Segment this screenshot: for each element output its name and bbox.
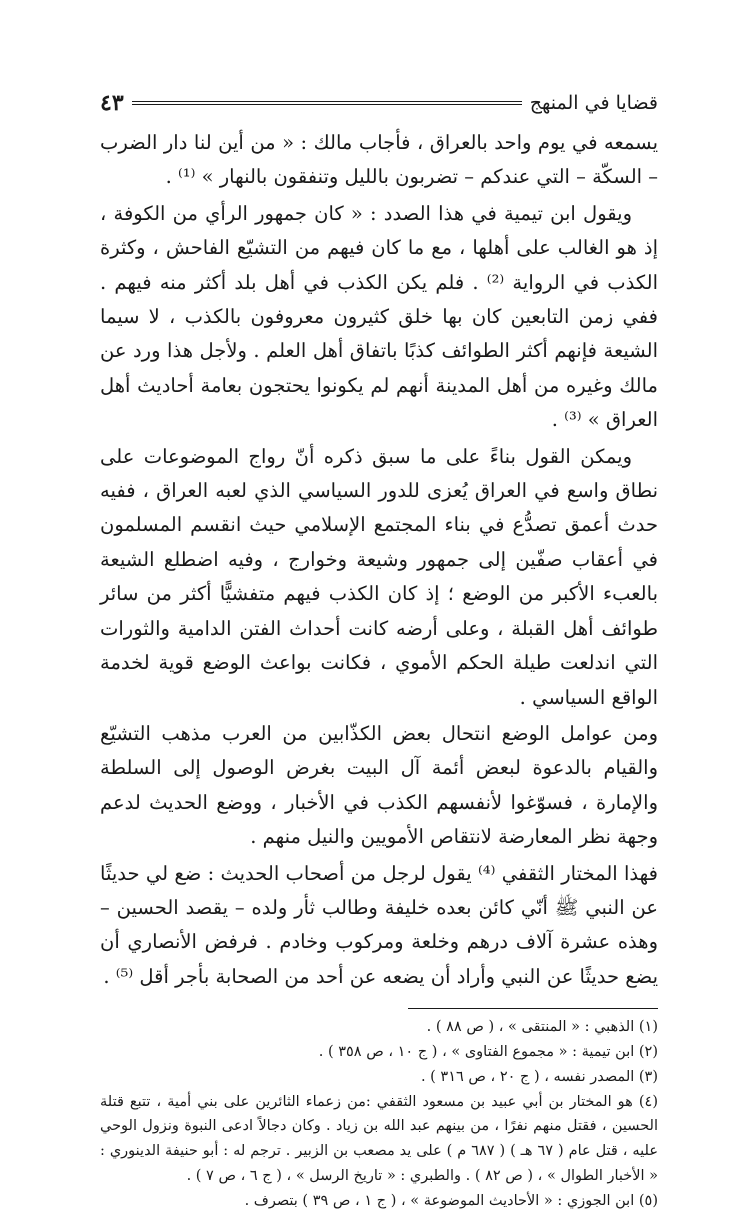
header-rule (132, 101, 522, 105)
running-header (100, 88, 658, 118)
footnotes (100, 1015, 658, 1213)
footnote: (٣) المصدر نفسه ، ( ج ٢٠ ، ص ٣١٦ ) . (420, 1068, 658, 1085)
footnote: (٢) ابن تيمية : « مجموع الفتاوى » ، ( ج ١٠ ، ص ٣٥٨ ) . (318, 1043, 658, 1060)
paragraph: يسمعه في يوم واحد بالعراق ، فأجاب مالك : « من أين لنا دار الضرب – السكّة – التي عندكم – تضربون بالليل وتنفقون بالنهار » ⁽¹⁾ . (100, 131, 658, 189)
paragraph: ومن عوامل الوضع انتحال بعض الكذّابين من العرب مذهب التشيّع والقيام بالدعوة لبعض أئمة آل البيت بغرض الوصول إلى السلطة والإمارة ، فسوّغوا لأنفسهم الكذب في الأخبار ، ووضع الحديث لدعم وجهة نظر المعارضة لانتقاص الأمويين والنيل منهم . (100, 721, 658, 849)
paragraph: فهذا المختار الثقفي ⁽⁴⁾ يقول لرجل من أصحاب الحديث : ضع لي حديثًا عن النبي ﷺ أنّي كائن بعده خليفة وطالب ثأر ولده – يقصد الحسين – وهذه عشرة آلاف درهم وخلعة ومركوب وخادم . فرفض الأنصاري أن يضع حديثًا عن النبي وأراد أن يضعه عن أحد من الصحابة بأجر أقل ⁽⁵⁾ . (100, 861, 658, 988)
paragraph: ويقول ابن تيمية في هذا الصدد : « كان جمهور الرأي من الكوفة ، إذ هو الغالب على أهلها ، مع ما كان فيهم من التشيّع الفاحش ، وكثرة الكذب في الرواية ⁽²⁾ . فلم يكن الكذب في أهل بلد أكثر منه فيهم . ففي زمن التابعين كان بها خلق كثيرون معروفون بالكذب ، لا سيما الشيعة فإنهم أكثر الطوائف كذبًا باتفاق أهل العلم . ولأجل هذا ورد عن مالك وغيره من أهل المدينة أنهم لم يكونوا يحتجون بعامة أحاديث أهل العراق » ⁽³⁾ . (100, 201, 659, 432)
footnote-separator (408, 1008, 658, 1009)
paragraph: ويمكن القول بناءً على ما سبق ذكره أنّ رواج الموضوعات على نطاق واسع في العراق يُعزى للدور السياسي الذي لعبه العراق ، ففيه حدث أعمق تصدُّع في بناء المجتمع الإسلامي حيث انقسم المسلمون في أعقاب صفّين إلى جمهور وشيعة وخوارج ، وفيه اضطلع الشيعة بالعبء الأكبر من الوضع ؛ إذ كان الكذب فيهم متفشيًّا أكثر من سائر طوائف أهل القبلة ، وعلى أرضه كانت أحداث الفتن الدامية والثورات التي اندلعت طيلة الحكم الأموي ، فكانت بواعث الوضع قوية لخدمة الواقع السياسي . (100, 444, 658, 709)
book-title: قضايا في المنهج (529, 92, 658, 114)
footnote: (٥) ابن الجوزي : « الأحاديث الموضوعة » ، ( ج ١ ، ص ٣٩ ) بتصرف . (244, 1192, 658, 1209)
footnote: (٤) هو المختار بن أبي عبيد بن مسعود الثقفي :من زعماء الثائرين على بني أمية ، تتبع قتلة الحسين ، فقتل منهم نفرًا ، من بينهم عبد الله بن زياد . وكان دجالاً ادعى النبوة ونزول الوحي عليه ، قتل عام ( ٦٧ هـ ) ( ٦٨٧ م ) على يد مصعب بن الزبير . ترجم له : أبو حنيفة الدينوري : « الأخبار الطوال » ، ( ص ٨٢ ) . والطبري : « تاريخ الرسل » ، ( ج ٦ ، ص ٧ ) . (100, 1093, 658, 1184)
page-number: ٤٣ (100, 90, 124, 116)
main-text (100, 126, 658, 994)
footnote: (١) الذهبي : « المنتقى » ، ( ص ٨٨ ) . (426, 1019, 658, 1036)
